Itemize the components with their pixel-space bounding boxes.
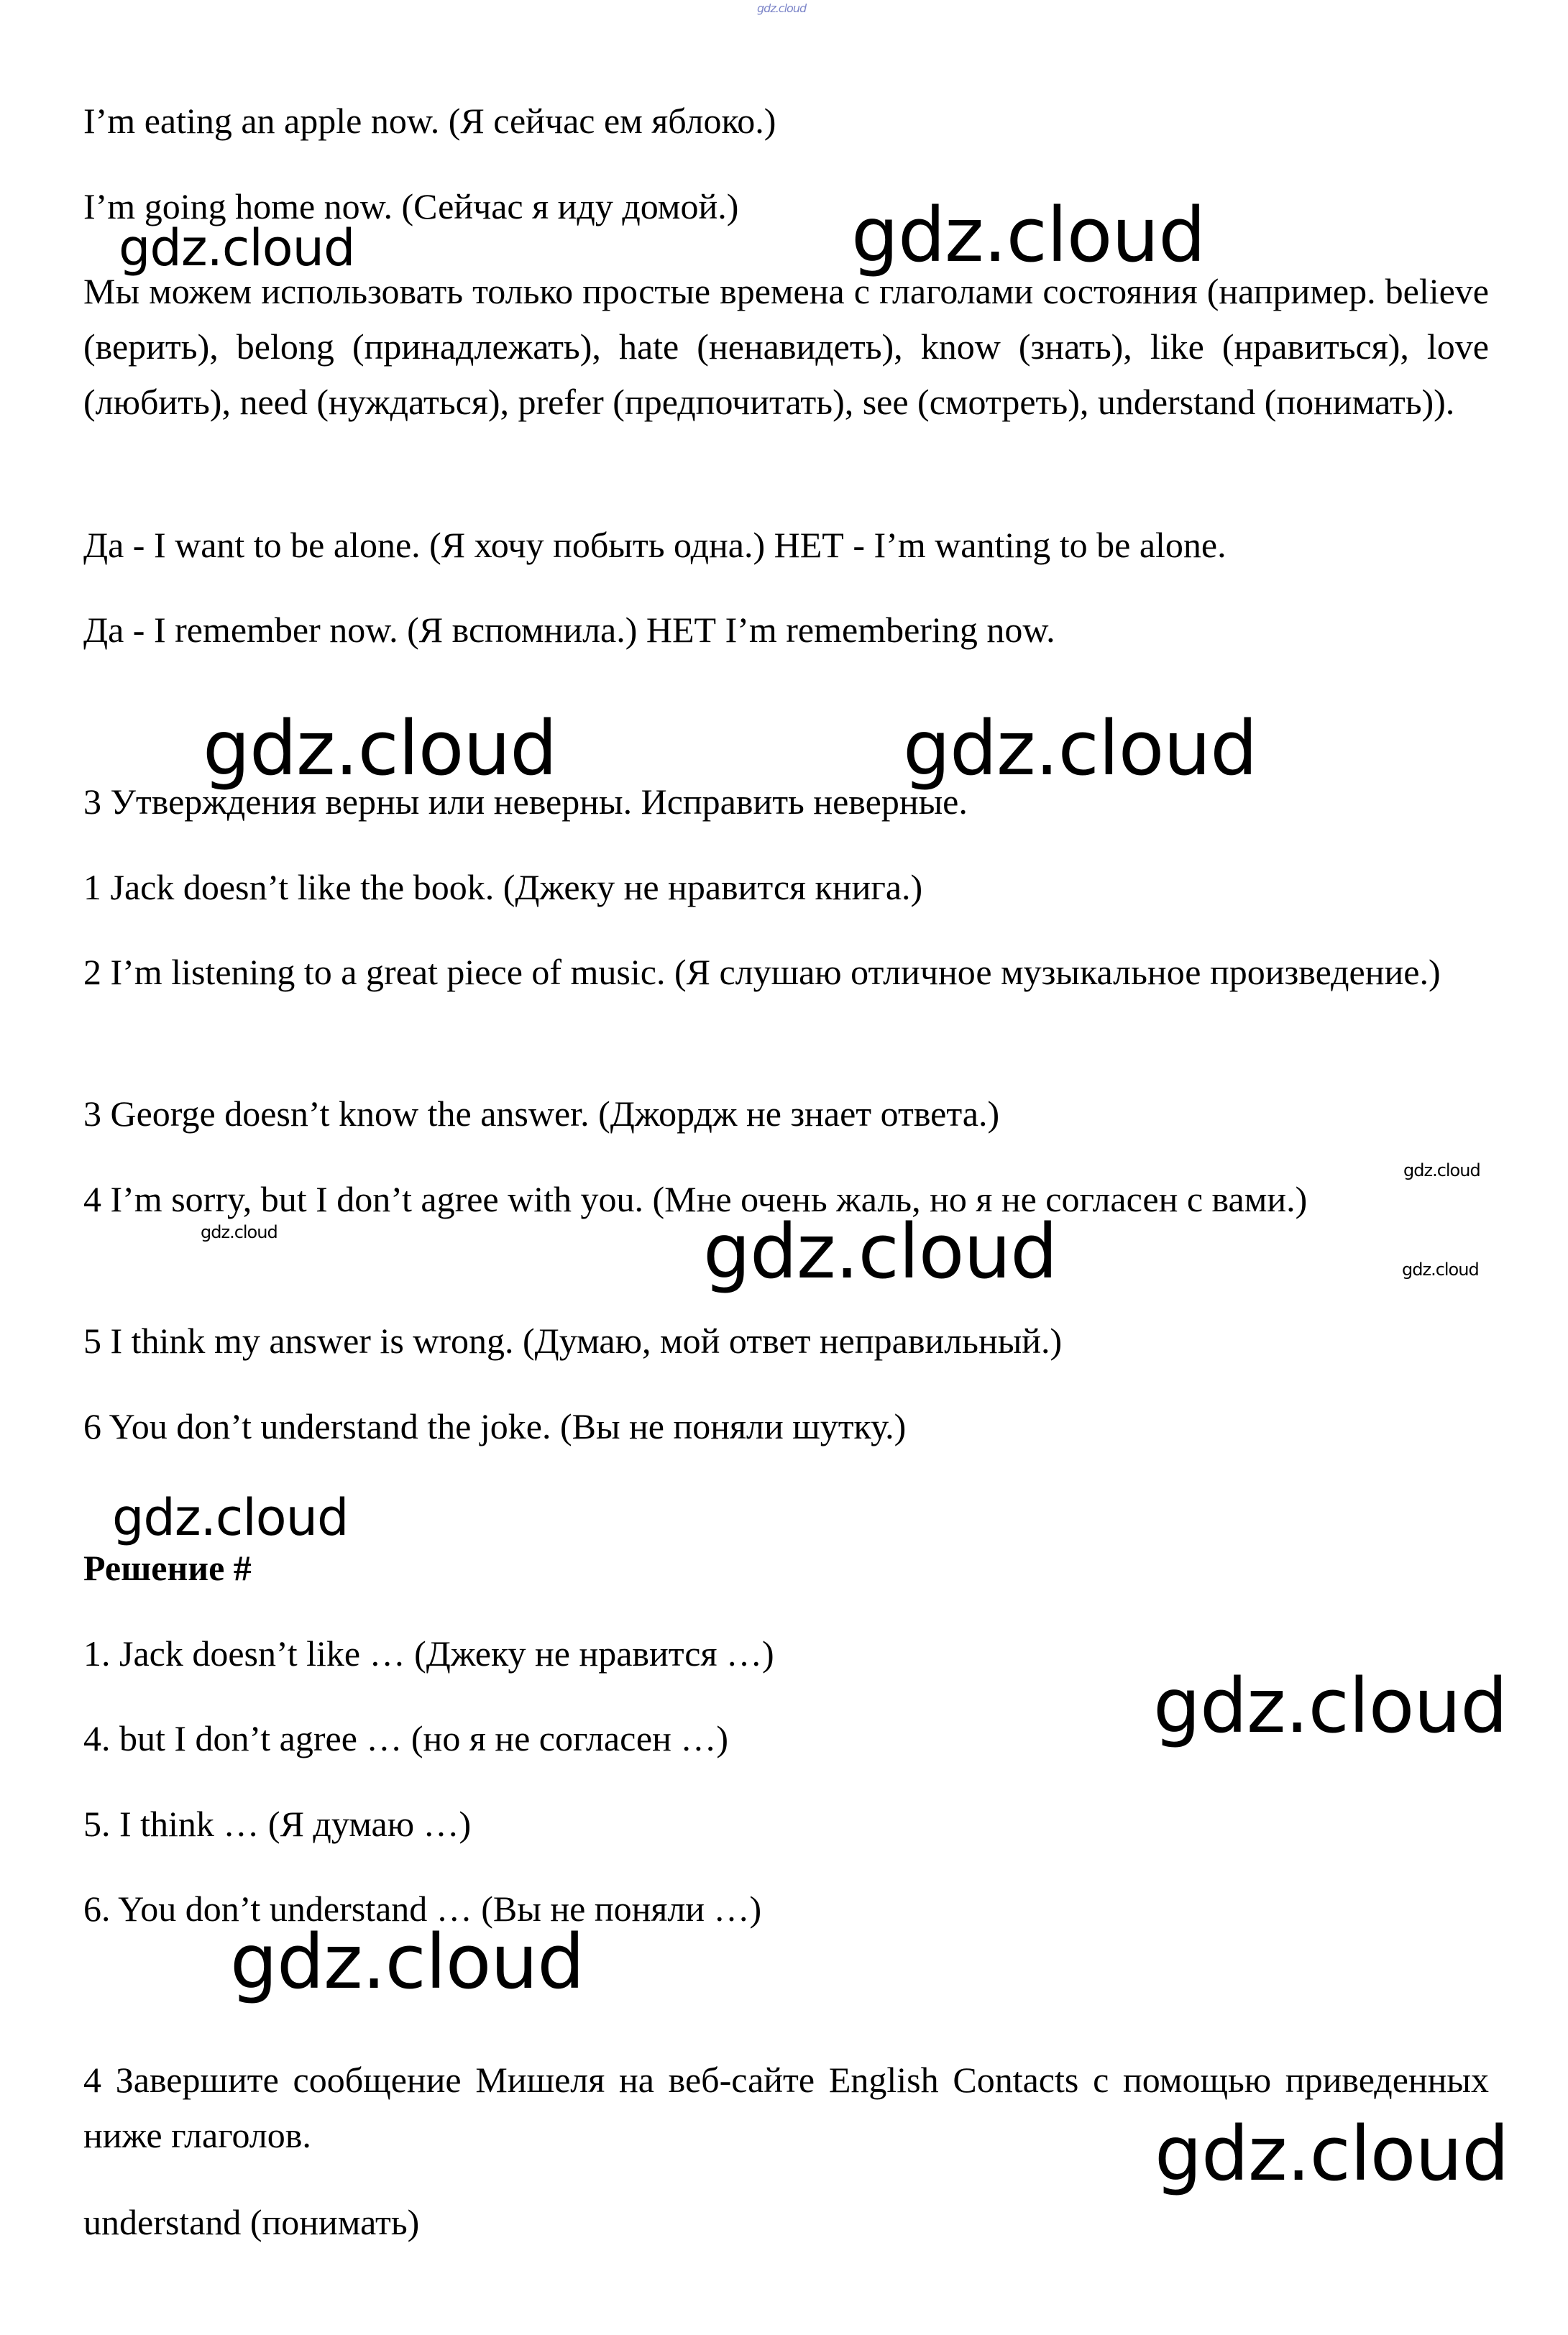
solution-item-5: 5. I think … (Я думаю …) (83, 1804, 472, 1844)
exercise-3-heading: 3 Утверждения верны или неверны. Исправить неверные. (83, 781, 968, 822)
solution-heading: Решение # (83, 1548, 252, 1588)
watermark-logo: gdz.cloud (203, 705, 557, 792)
paragraph-state-verbs-rule: Мы можем использовать только простые времена с глаголами состояния (например. believe (верить), belong (принадлежать), hate (ненавидеть), know (знать), like (нравиться), love (любить), need (нуждаться), prefer (предпочитать), see (смотреть), understand (понимать)). (83, 271, 1489, 422)
watermark-logo: gdz.cloud (119, 219, 355, 277)
watermark-logo: gdz.cloud (1402, 1260, 1479, 1280)
exercise-3-item-1: 1 Jack doesn’t like the book. (Джеку не нравится книга.) (83, 867, 923, 907)
watermark-logo: gdz.cloud (903, 705, 1257, 792)
paragraph-present-continuous-example-2: I’m going home now. (Сейчас я иду домой.) (83, 186, 739, 226)
exercise-3-item-2: 2 I’m listening to a great piece of music. (Я слушаю отличное музыкальное произведение.) (83, 952, 1441, 992)
watermark-logo: gdz.cloud (1153, 1662, 1508, 1750)
paragraph-present-continuous-example-1: I’m eating an apple now. (Я сейчас ем яблоко.) (83, 101, 776, 141)
watermark-logo: gdz.cloud (230, 1918, 584, 2006)
solution-item-4: 4. but I don’t agree … (но я не согласен …) (83, 1718, 728, 1758)
top-watermark: gdz.cloud (757, 1, 807, 15)
exercise-3-item-4: 4 I’m sorry, but I don’t agree with you. (Мне очень жаль, но я не согласен с вами.) (83, 1179, 1308, 1219)
exercise-3-item-6: 6 You don’t understand the joke. (Вы не поняли шутку.) (83, 1406, 907, 1446)
paragraph-yes-no-example-1: Да - I want to be alone. (Я хочу побыть одна.) НЕТ - I’m wanting to be alone. (83, 525, 1227, 565)
watermark-logo: gdz.cloud (1155, 2110, 1509, 2198)
solution-item-6: 6. You don’t understand … (Вы не поняли …) (83, 1889, 762, 1929)
watermark-logo: gdz.cloud (201, 1222, 278, 1242)
exercise-4-heading: 4 Завершите сообщение Мишеля на веб-сайте English Contacts с помощью приведенных ниже глаголов. (83, 2060, 1489, 2155)
watermark-logo: gdz.cloud (1403, 1160, 1480, 1180)
solution-item-1: 1. Jack doesn’t like … (Джеку не нравится …) (83, 1633, 774, 1674)
paragraph-yes-no-example-2: Да - I remember now. (Я вспомнила.) НЕТ I’m remembering now. (83, 610, 1055, 650)
exercise-4-verb-understand: understand (понимать) (83, 2202, 420, 2242)
watermark-logo: gdz.cloud (112, 1488, 349, 1547)
watermark-logo: gdz.cloud (851, 191, 1206, 279)
exercise-3-item-5: 5 I think my answer is wrong. (Думаю, мой ответ неправильный.) (83, 1321, 1063, 1361)
watermark-logo: gdz.cloud (703, 1208, 1058, 1295)
exercise-3-item-3: 3 George doesn’t know the answer. (Джордж не знает ответа.) (83, 1093, 1000, 1134)
